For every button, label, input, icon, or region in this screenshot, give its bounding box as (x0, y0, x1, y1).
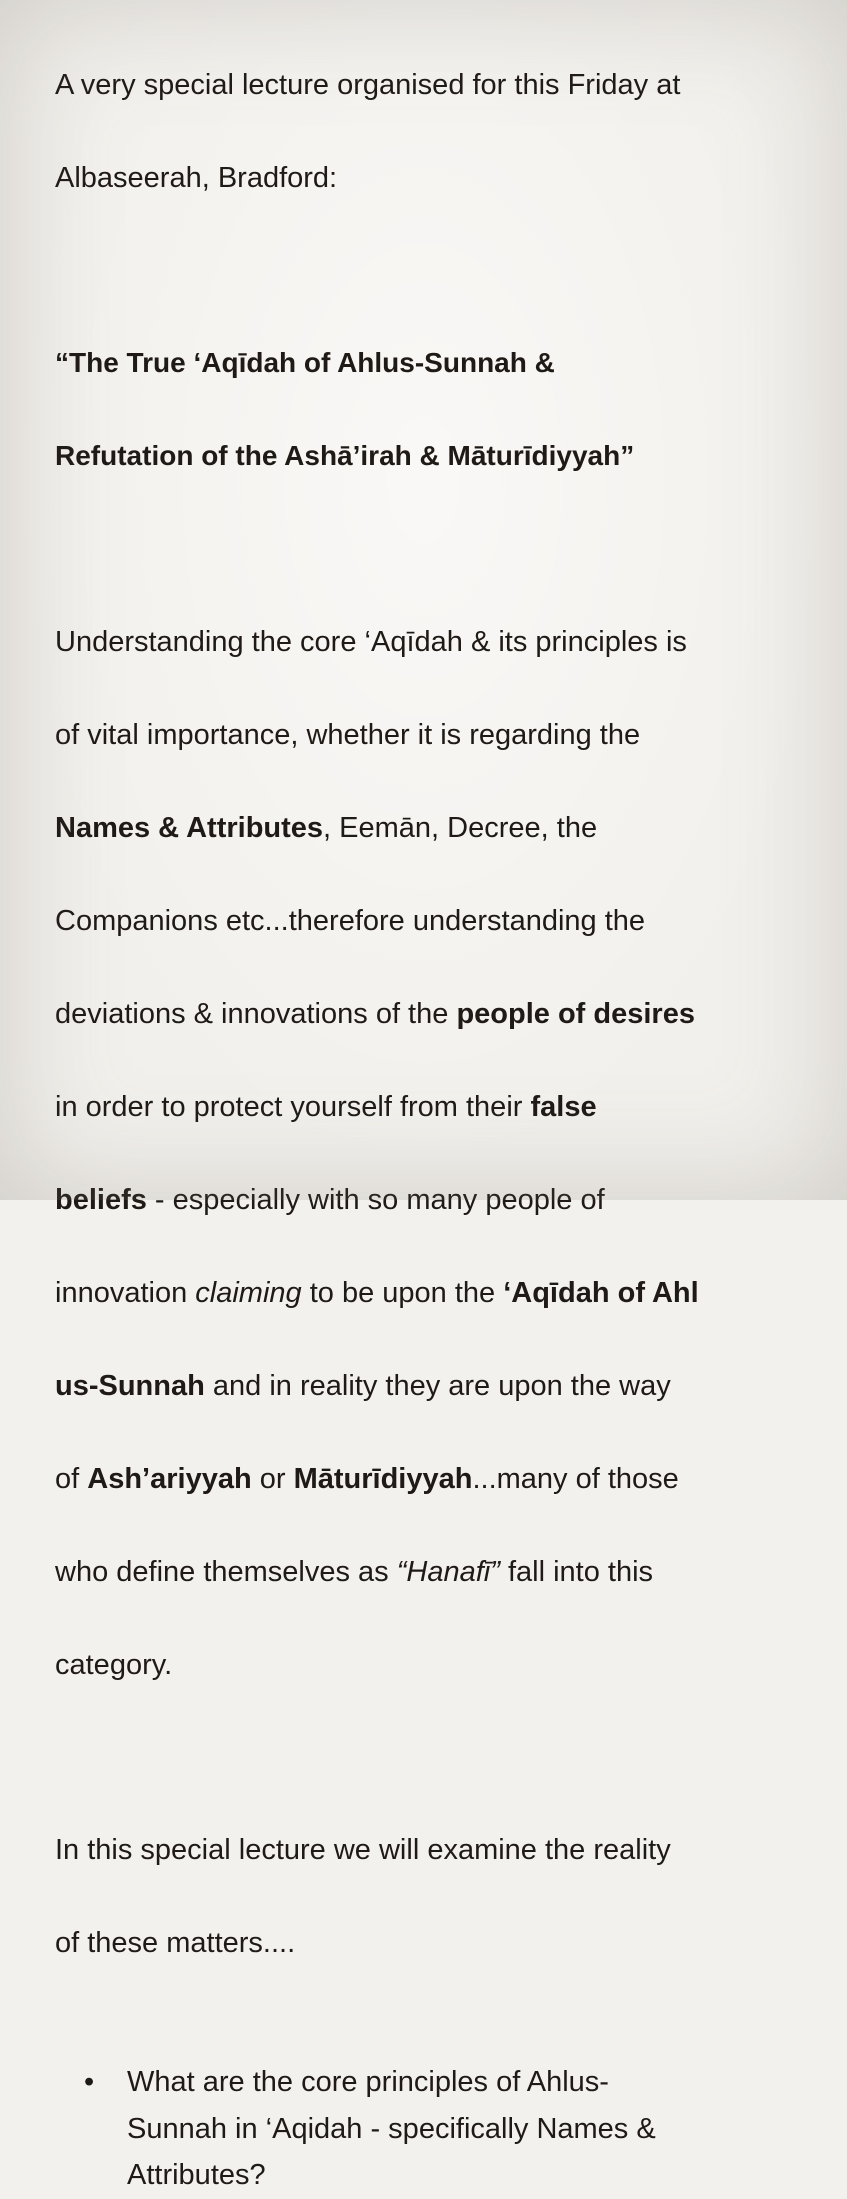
bold-phrase: false (530, 1090, 597, 1123)
italic-phrase: “Hanafī” (396, 1555, 500, 1588)
list-item-line: Attributes? (127, 2159, 266, 2191)
closing-line: of these matters.... (55, 1927, 296, 1959)
body-text: to be upon the (301, 1276, 504, 1309)
bold-phrase: beliefs (55, 1183, 147, 1216)
body-line (55, 1549, 807, 1596)
body-line (55, 805, 807, 852)
body-text: in order to protect yourself from their (55, 1090, 531, 1123)
body-text: ...many of those (472, 1462, 679, 1495)
title-line: Refutation of the Ashā’irah & Māturīdiyyah” (55, 440, 635, 471)
bold-phrase: Māturīdiyyah (293, 1462, 473, 1495)
lecture-title (55, 294, 807, 527)
body-text: fall into this (499, 1555, 654, 1588)
bold-phrase: Names & Attributes (55, 811, 324, 844)
closing-paragraph (55, 1781, 807, 2014)
body-text: of (55, 1462, 88, 1495)
closing-line: In this special lecture we will examine the reality (55, 1834, 671, 1866)
bold-phrase: ‘Aqīdah of Ahl (503, 1276, 699, 1309)
body-text: who define themselves as (55, 1555, 397, 1588)
intro-paragraph (55, 15, 807, 248)
body-text: deviations & innovations of the (55, 997, 457, 1030)
bold-phrase: us-Sunnah (55, 1369, 205, 1402)
body-line: of vital importance, whether it is regarding the (55, 718, 641, 751)
bold-phrase: Ash’ariyyah (87, 1462, 252, 1495)
intro-line: Albaseerah, Bradford: (55, 161, 338, 194)
body-line: Companions etc...therefore understanding the (55, 904, 646, 937)
body-line: Understanding the core ‘Aqīdah & its principles is (55, 625, 687, 658)
title-line: “The True ‘Aqīdah of Ahlus-Sunnah & (55, 347, 555, 378)
body-line (55, 1084, 807, 1131)
bullet-icon: • (84, 2066, 95, 2098)
intro-line: A very special lecture organised for this Friday at (55, 68, 681, 101)
body-line (55, 1456, 807, 1503)
body-text: innovation (55, 1276, 196, 1309)
body-line (55, 1363, 807, 1410)
body-paragraph (55, 572, 807, 1735)
list-item-line: Sunnah in ‘Aqidah - specifically Names & (127, 2112, 656, 2145)
body-line: category. (55, 1648, 173, 1681)
body-text: or (251, 1462, 294, 1495)
body-line (55, 991, 807, 1038)
topic-list (55, 2059, 807, 2199)
italic-phrase: claiming (195, 1276, 302, 1309)
body-text: , Eemān, Decree, the (323, 811, 598, 844)
list-item (55, 2059, 807, 2199)
body-text: and in reality they are upon the way (204, 1369, 671, 1402)
body-text: - especially with so many people of (146, 1183, 605, 1216)
list-item-line: What are the core principles of Ahlus- (127, 2066, 609, 2098)
bold-phrase: people of desires (456, 997, 695, 1030)
body-line (55, 1270, 807, 1317)
